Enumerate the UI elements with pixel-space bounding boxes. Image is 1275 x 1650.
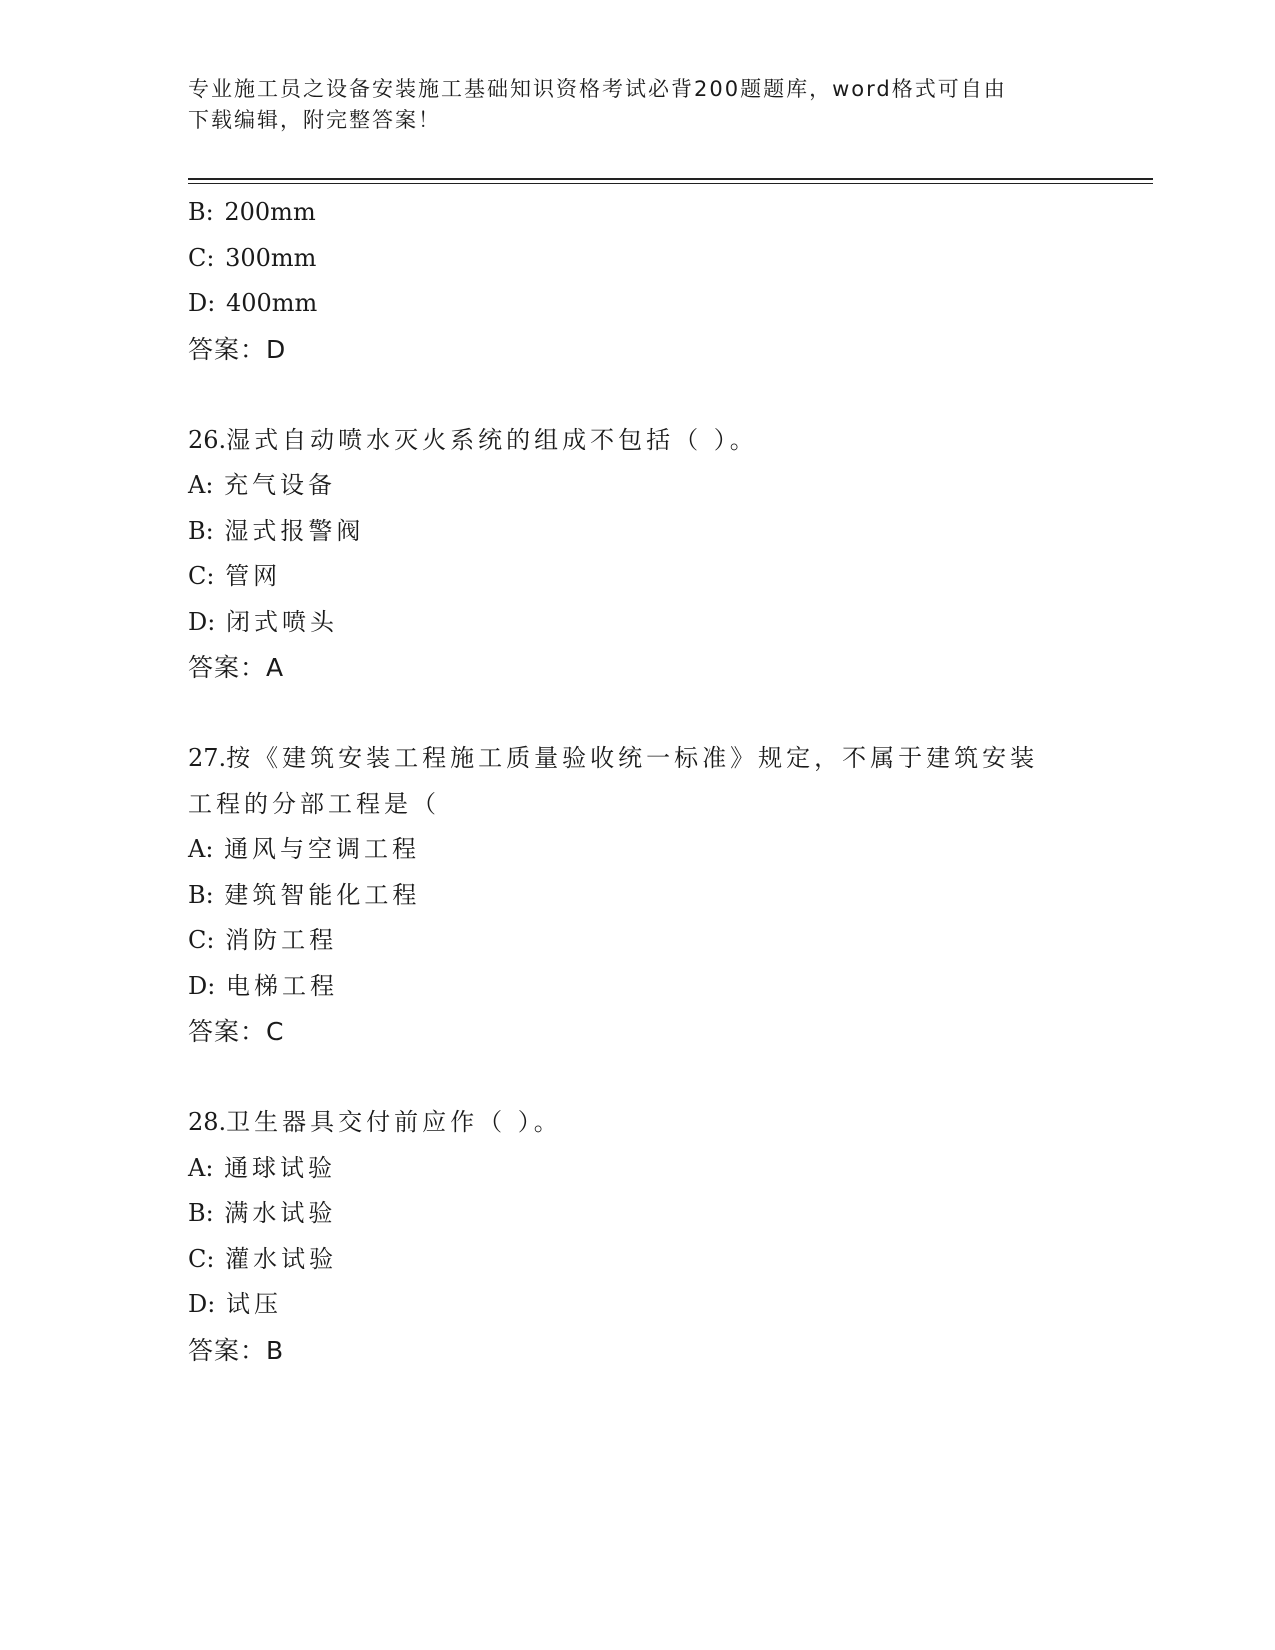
option-d — [188, 964, 1108, 1010]
option-b — [188, 873, 1108, 919]
question-text — [188, 418, 1108, 464]
option-text: 管网 — [225, 562, 282, 590]
option-letter: B: — [188, 880, 214, 909]
option-letter: C: — [188, 243, 215, 272]
option-text: 400mm — [225, 289, 318, 317]
option-b — [188, 190, 1108, 236]
question-list — [188, 190, 1108, 1373]
option-letter: B: — [188, 1199, 214, 1227]
option-letter: D: — [188, 971, 216, 1000]
option-d — [188, 600, 1108, 646]
question-number: 26. — [188, 425, 227, 454]
answer: 答案：D — [188, 334, 287, 364]
option-letter: B: — [188, 198, 214, 226]
option-c — [188, 1237, 1108, 1283]
question-stem-line-1: 按《建筑安装工程施工质量验收统一标准》规定，不属于建筑安装 — [226, 744, 1039, 772]
option-b — [188, 509, 1108, 555]
option-text: 200mm — [224, 198, 316, 226]
option-c — [188, 236, 1108, 282]
option-d — [188, 1282, 1108, 1328]
answer: 答案：C — [188, 1017, 285, 1046]
option-letter: B: — [188, 516, 214, 545]
question-stem-line-2: 工程的分部工程是（ — [188, 789, 440, 818]
question-text — [188, 1100, 1108, 1146]
option-text: 湿式报警阀 — [224, 516, 365, 545]
header-line-2: 下载编辑，附完整答案！ — [188, 108, 441, 132]
option-letter: C: — [188, 1244, 215, 1273]
question-28 — [188, 1100, 1108, 1373]
question-number: 28. — [188, 1108, 227, 1136]
question-27 — [188, 736, 1108, 1055]
question-text — [188, 736, 1108, 782]
question-number: 27. — [188, 744, 227, 772]
option-text: 消防工程 — [225, 926, 338, 954]
question-stem: 卫生器具交付前应作（ ）。 — [226, 1108, 562, 1136]
option-letter: D: — [188, 607, 216, 636]
question-25 — [188, 190, 1108, 372]
option-text: 满水试验 — [224, 1199, 337, 1227]
document-header — [188, 74, 1088, 136]
option-text: 电梯工程 — [225, 971, 338, 1000]
option-c — [188, 554, 1108, 600]
option-text: 灌水试验 — [225, 1244, 338, 1273]
option-letter: C: — [188, 562, 215, 590]
answer: 答案：A — [188, 653, 285, 682]
option-text: 建筑智能化工程 — [224, 880, 421, 909]
option-a — [188, 1146, 1108, 1192]
question-stem: 湿式自动喷水灭火系统的组成不包括（ ）。 — [226, 425, 758, 454]
option-text: 通球试验 — [224, 1153, 337, 1182]
option-d — [188, 281, 1108, 327]
option-text: 试压 — [225, 1290, 282, 1318]
header-divider-thick — [188, 178, 1153, 180]
answer: 答案：B — [188, 1335, 285, 1365]
header-line-1: 专业施工员之设备安装施工基础知识资格考试必背200题题库，word格式可自由 — [188, 77, 1007, 101]
option-c — [188, 918, 1108, 964]
option-letter: A: — [188, 835, 214, 863]
option-a — [188, 463, 1108, 509]
option-text: 通风与空调工程 — [224, 835, 421, 863]
option-letter: D: — [188, 1290, 216, 1318]
option-letter: C: — [188, 926, 215, 954]
question-26 — [188, 418, 1108, 691]
option-text: 闭式喷头 — [225, 607, 338, 636]
option-text: 充气设备 — [224, 471, 337, 499]
option-b — [188, 1191, 1108, 1237]
option-text: 300mm — [225, 243, 317, 272]
option-a — [188, 827, 1108, 873]
header-divider-thin — [188, 183, 1153, 184]
option-letter: A: — [188, 1153, 214, 1182]
option-letter: A: — [188, 471, 214, 499]
option-letter: D: — [188, 289, 216, 317]
